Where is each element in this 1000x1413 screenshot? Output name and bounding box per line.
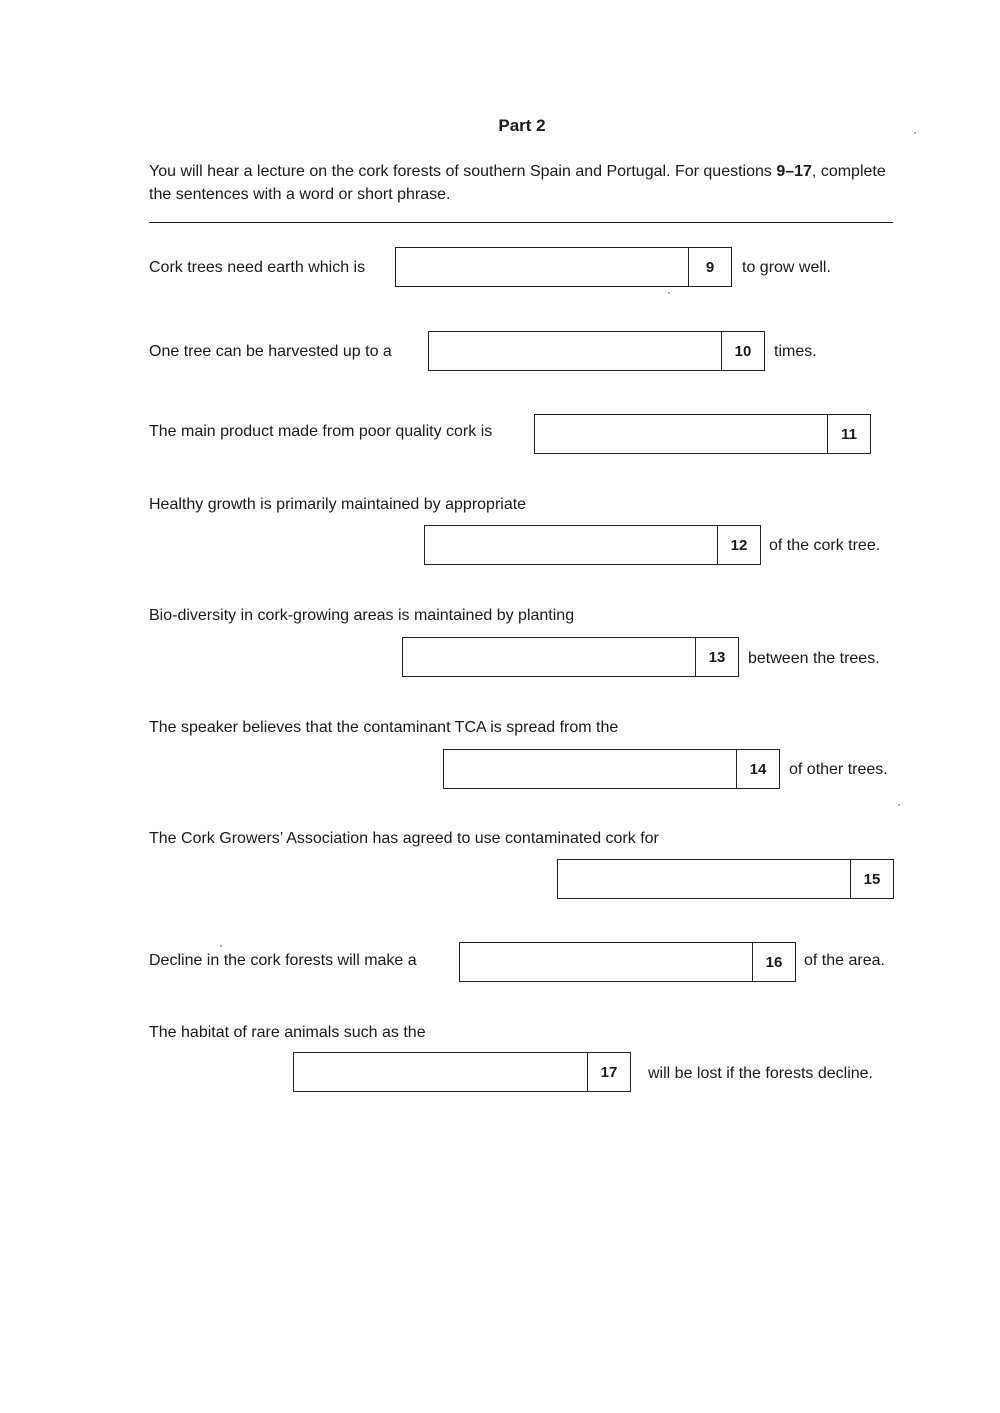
- question-12-after: of the cork tree.: [769, 537, 881, 554]
- answer-box-9: [395, 247, 732, 287]
- answer-input-16[interactable]: [460, 943, 753, 981]
- question-number-15: 15: [850, 860, 893, 898]
- scan-speck: [220, 945, 222, 947]
- answer-input-11[interactable]: [535, 415, 828, 453]
- question-number-13: 13: [695, 638, 738, 676]
- question-13-after: between the trees.: [748, 650, 880, 667]
- page-title: Part 2: [498, 116, 546, 135]
- question-17-after: will be lost if the forests decline.: [648, 1065, 873, 1082]
- question-12-text: Healthy growth is primarily maintained by appropriate: [149, 496, 527, 513]
- question-number-17: 17: [587, 1053, 630, 1091]
- question-16-after: of the area.: [804, 952, 885, 969]
- scan-speck: [668, 292, 670, 294]
- scan-speck: [914, 132, 916, 134]
- question-number-14: 14: [736, 750, 779, 788]
- answer-box-16: [459, 942, 796, 982]
- instructions-text-1: You will hear a lecture on the cork forests of southern Spain and Portugal. For questions: [149, 163, 777, 180]
- answer-input-9[interactable]: [396, 248, 689, 286]
- question-17-text: The habitat of rare animals such as the: [149, 1024, 426, 1041]
- divider: [149, 222, 893, 223]
- question-9-text: Cork trees need earth which is: [149, 259, 366, 276]
- answer-box-10: [428, 331, 765, 371]
- question-number-12: 12: [717, 526, 760, 564]
- answer-input-13[interactable]: [403, 638, 696, 676]
- question-number-10: 10: [721, 332, 764, 370]
- scan-speck: [898, 804, 900, 806]
- question-10-text: One tree can be harvested up to a: [149, 343, 392, 360]
- question-range: 9–17: [776, 163, 812, 180]
- question-15-text: The Cork Growers’ Association has agreed to use contaminated cork for: [149, 830, 659, 847]
- question-number-9: 9: [688, 248, 731, 286]
- answer-box-11: [534, 414, 871, 454]
- question-number-16: 16: [752, 943, 795, 981]
- question-10-after: times.: [774, 343, 817, 360]
- question-16-text: Decline in the cork forests will make a: [149, 952, 417, 969]
- instructions: [149, 160, 895, 206]
- question-number-11: 11: [827, 415, 870, 453]
- instructions-text-2: , complete the sentences with a word or short phrase.: [149, 163, 886, 203]
- question-14-after: of other trees.: [789, 761, 888, 778]
- question-13-text: Bio-diversity in cork-growing areas is maintained by planting: [149, 607, 575, 624]
- answer-box-15: [557, 859, 894, 899]
- answer-box-17: [293, 1052, 631, 1092]
- answer-input-12[interactable]: [425, 526, 718, 564]
- answer-input-15[interactable]: [558, 860, 851, 898]
- question-11-text: The main product made from poor quality cork is: [149, 423, 493, 440]
- answer-input-10[interactable]: [429, 332, 722, 370]
- answer-box-14: [443, 749, 780, 789]
- answer-input-14[interactable]: [444, 750, 737, 788]
- question-14-text: The speaker believes that the contaminant TCA is spread from the: [149, 719, 619, 736]
- question-9-after: to grow well.: [742, 259, 831, 276]
- answer-input-17[interactable]: [294, 1053, 588, 1091]
- answer-box-13: [402, 637, 739, 677]
- answer-box-12: [424, 525, 761, 565]
